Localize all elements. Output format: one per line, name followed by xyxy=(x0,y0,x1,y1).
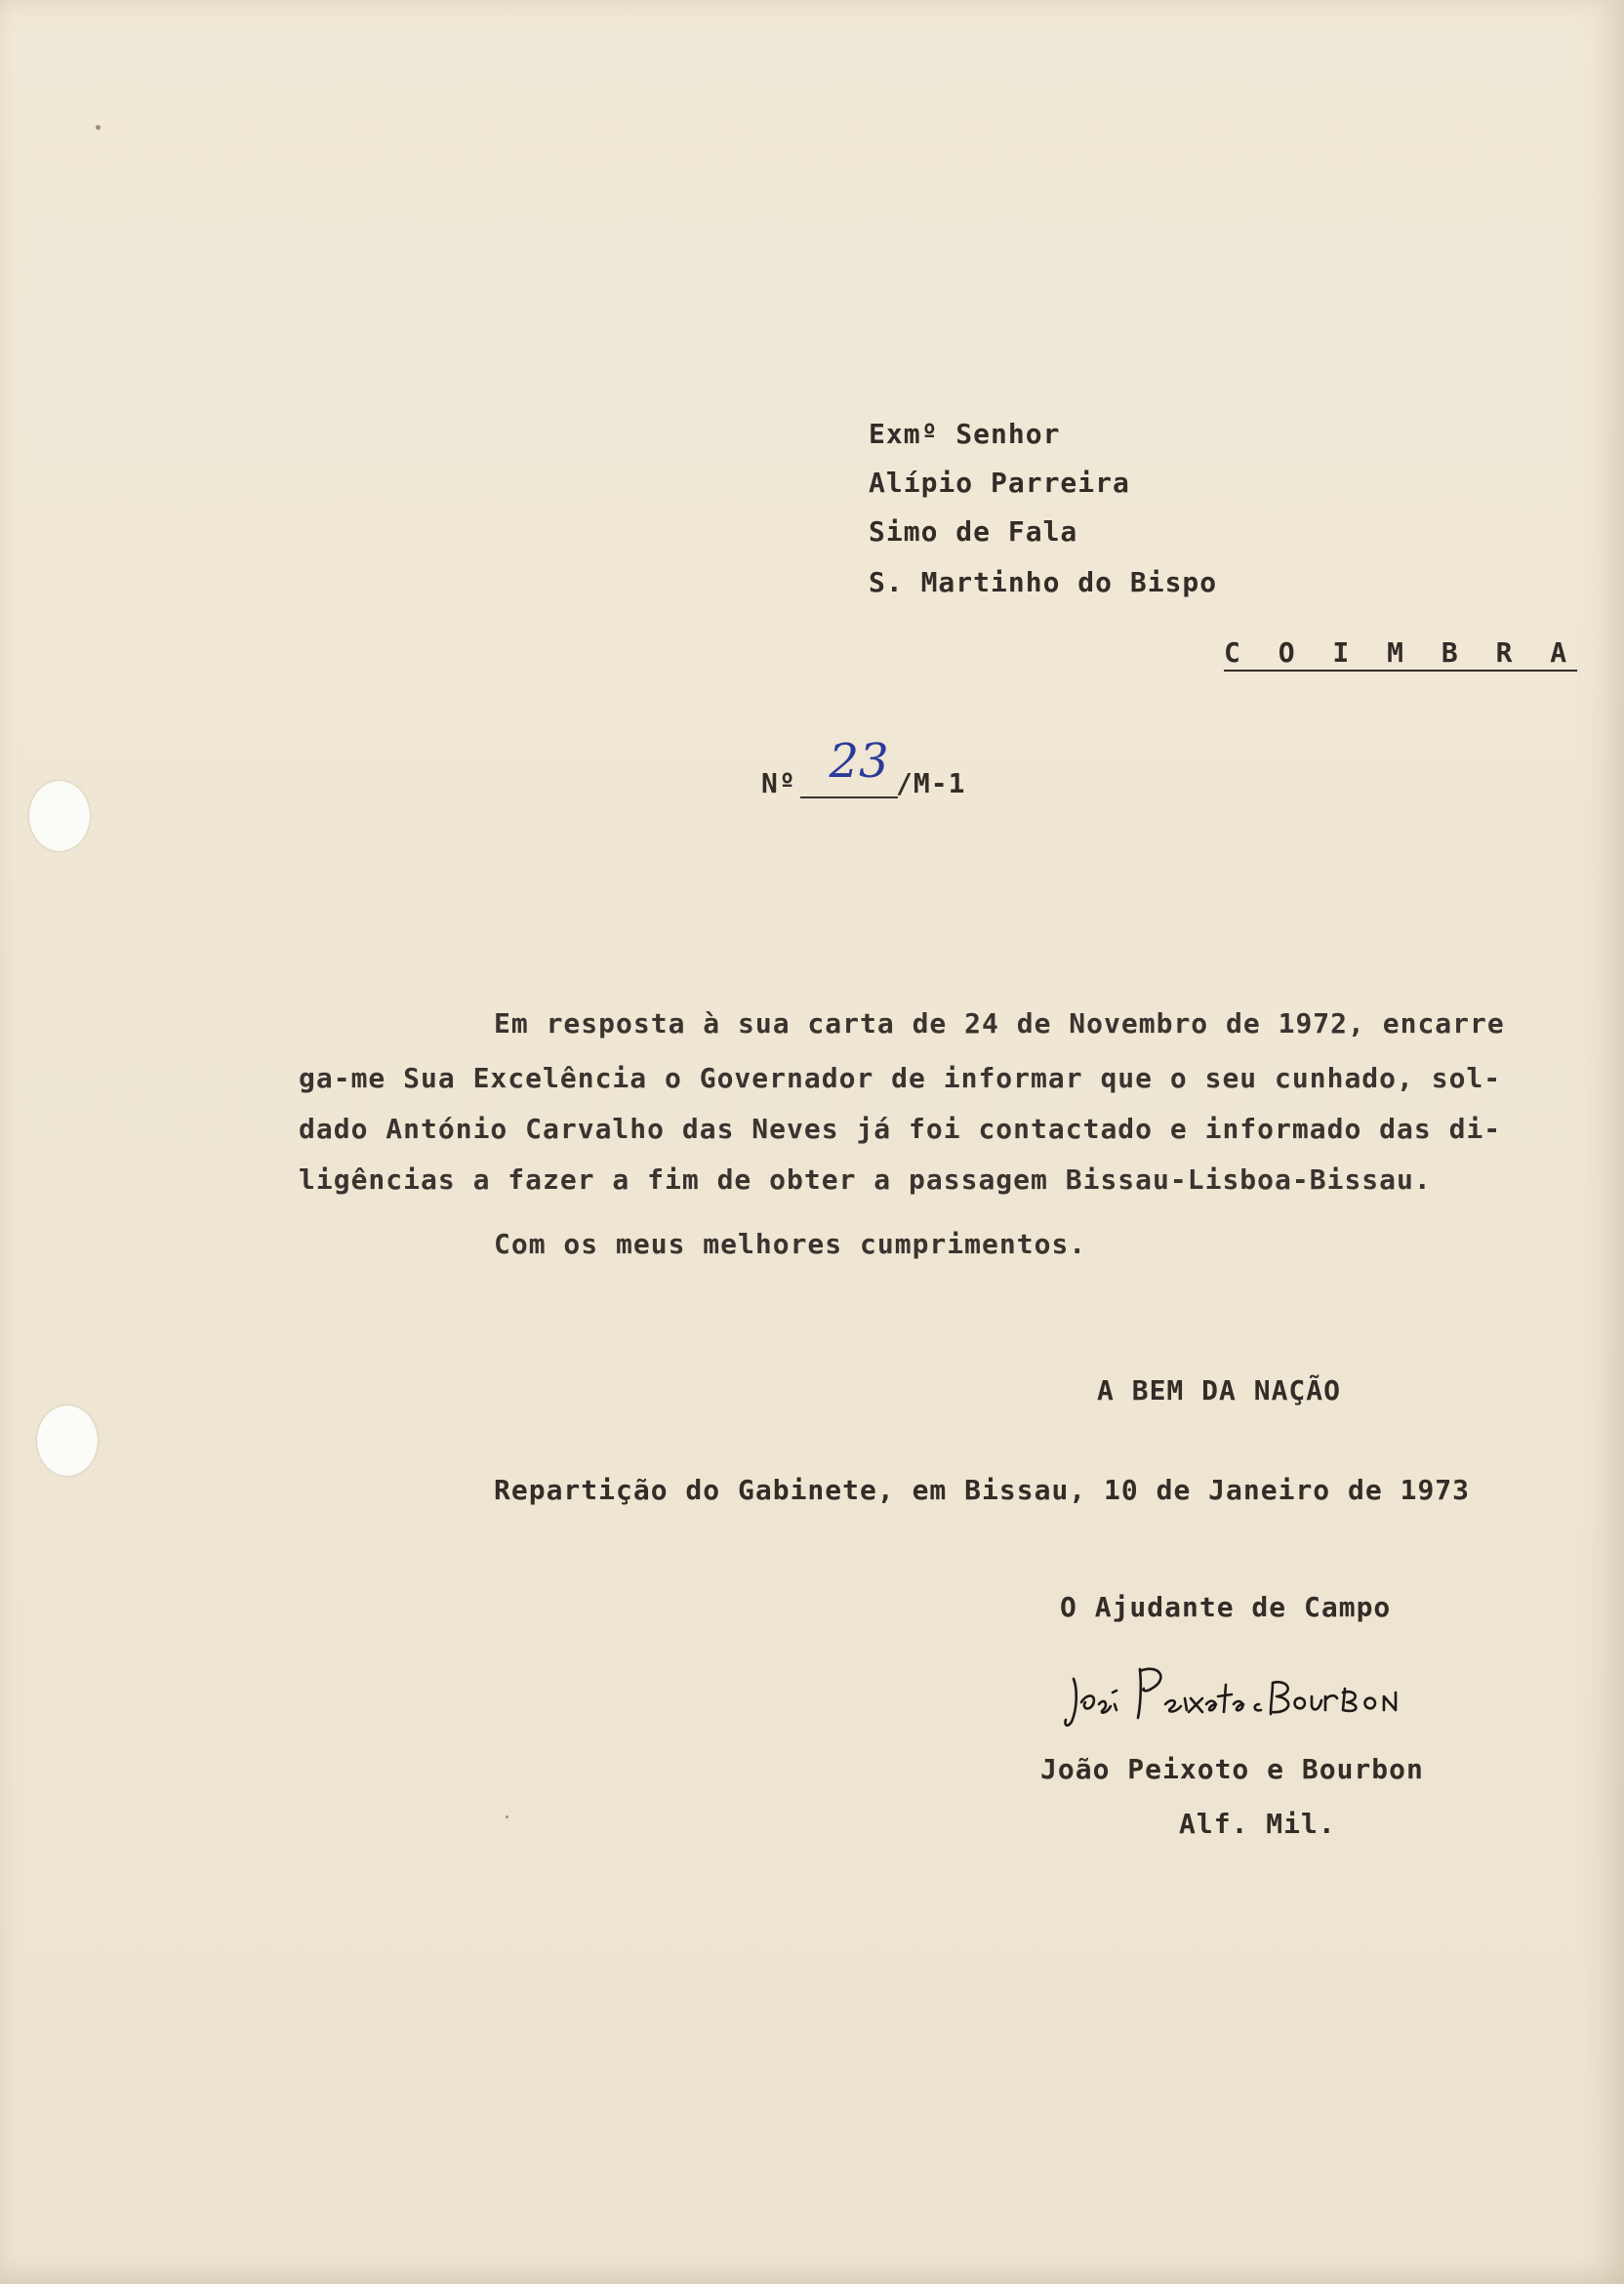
signatory-title: O Ajudante de Campo xyxy=(1060,1591,1392,1623)
motto: A BEM DA NAÇÃO xyxy=(1097,1374,1342,1407)
reference-number-handwritten: 23 xyxy=(829,734,889,789)
address-locality: S. Martinho do Bispo xyxy=(869,566,1218,598)
punch-hole xyxy=(29,781,90,851)
body-line-2: ga-me Sua Excelência o Governador de informar que o seu cunhado, sol- xyxy=(299,1062,1502,1094)
handwritten-signature xyxy=(1064,1650,1415,1737)
body-line-1: Em resposta à sua carta de 24 de Novembro de 1972, encarre xyxy=(494,1007,1505,1040)
body-line-4: ligências a fazer a fim de obter a passagem Bissau-Lisboa-Bissau. xyxy=(299,1163,1432,1196)
body-line-3: dado António Carvalho das Neves já foi contactado e informado das di- xyxy=(299,1113,1502,1145)
reference-suffix: /M-1 xyxy=(896,767,966,799)
address-street: Simo de Fala xyxy=(869,515,1078,548)
signatory-name: João Peixoto e Bourbon xyxy=(1040,1753,1424,1785)
reference-underline xyxy=(800,796,898,798)
paper-speck xyxy=(506,1815,508,1818)
address-city: C O I M B R A xyxy=(1224,636,1578,669)
place-date: Repartição do Gabinete, em Bissau, 10 de Janeiro de 1973 xyxy=(494,1474,1471,1506)
signatory-rank: Alf. Mil. xyxy=(1179,1808,1336,1840)
paper-speck xyxy=(96,125,101,130)
reference-prefix: Nº xyxy=(761,767,796,799)
address-salutation: Exmº Senhor xyxy=(869,418,1061,450)
punch-hole xyxy=(37,1406,98,1476)
address-name: Alípio Parreira xyxy=(869,467,1130,499)
closing-line: Com os meus melhores cumprimentos. xyxy=(494,1228,1087,1260)
